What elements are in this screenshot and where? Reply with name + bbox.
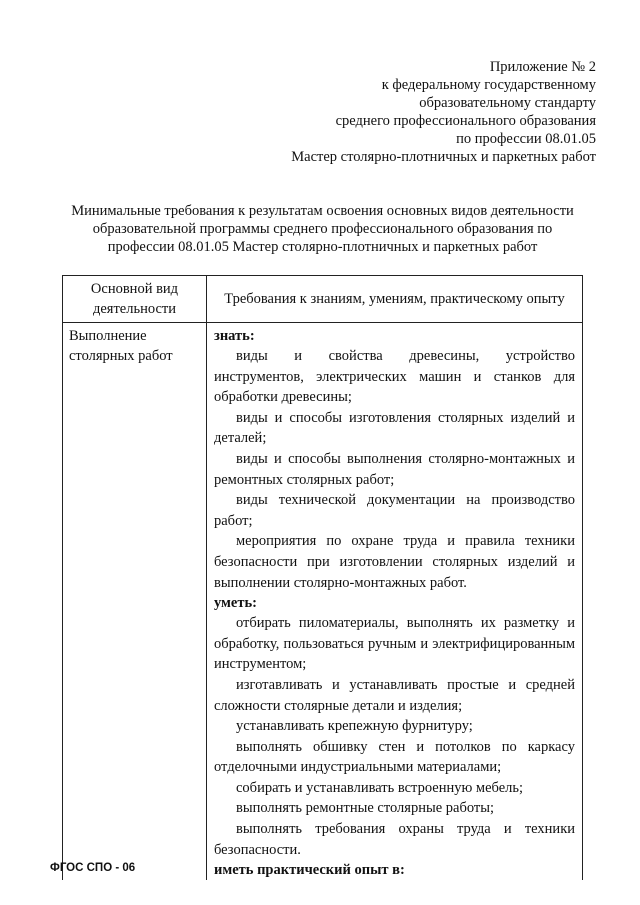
column-header-activity: Основной вид деятельности	[63, 276, 207, 323]
skills-item: собирать и устанавливать встроенную мебель;	[236, 779, 524, 796]
appendix-line: по профессии 08.01.05	[456, 131, 596, 147]
appendix-line: к федеральному государственному	[381, 77, 596, 93]
title-line: Минимальные требования к результатам освоения основных видов деятельности	[71, 203, 574, 219]
know-item: виды и способы изготовления столярных изделий и деталей;	[214, 409, 575, 447]
activity-cell: Выполнение столярных работ	[63, 323, 207, 881]
appendix-header	[291, 58, 596, 166]
title-line: образовательной программы среднего профессионального образования по	[92, 221, 553, 237]
document-title	[50, 202, 595, 256]
column-header-requirements: Требования к знаниям, умениям, практическому опыту	[207, 276, 583, 323]
appendix-line: среднего профессионального образования	[335, 113, 596, 129]
know-item: виды технической документации на производство работ;	[214, 492, 575, 529]
skills-item: отбирать пиломатериалы, выполнять их разметку и обработку, пользоваться ручным и электрифицированным инструментом;	[214, 615, 575, 673]
know-label: знать:	[214, 328, 255, 344]
title-line: профессии 08.01.05 Мастер столярно-плотничных и паркетных работ	[107, 239, 538, 255]
know-item: виды и свойства древесины, устройство инструментов, электрических машин и станков для обработки древесины;	[214, 348, 575, 406]
experience-label: иметь практический опыт в:	[214, 862, 405, 879]
requirements-cell	[207, 323, 583, 881]
know-item: виды и способы выполнения столярно-монтажных и ремонтных столярных работ;	[214, 450, 575, 488]
skills-item: выполнять ремонтные столярные работы;	[236, 800, 495, 817]
requirements-table	[62, 275, 583, 880]
know-item: мероприятия по охране труда и правила техники безопасности при изготовлении столярных изделий и выполнении столярно-монтажных работ.	[214, 533, 575, 591]
skills-label: уметь:	[214, 595, 257, 612]
skills-item: выполнять обшивку стен и потолков по каркасу отделочными индустриальными материалами;	[214, 738, 575, 776]
skills-item: изготавливать и устанавливать простые и средней сложности столярные детали и изделия;	[214, 676, 575, 714]
table-header-row	[63, 276, 583, 323]
table-row	[63, 323, 583, 881]
appendix-line: образовательному стандарту	[419, 95, 596, 111]
footer-code: ФГОС СПО - 06	[50, 862, 136, 874]
appendix-line: Мастер столярно-плотничных и паркетных работ	[291, 149, 596, 165]
appendix-line: Приложение № 2	[489, 59, 596, 75]
skills-item: устанавливать крепежную фурнитуру;	[236, 718, 473, 735]
skills-item: выполнять требования охраны труда и техники безопасности.	[214, 821, 575, 858]
